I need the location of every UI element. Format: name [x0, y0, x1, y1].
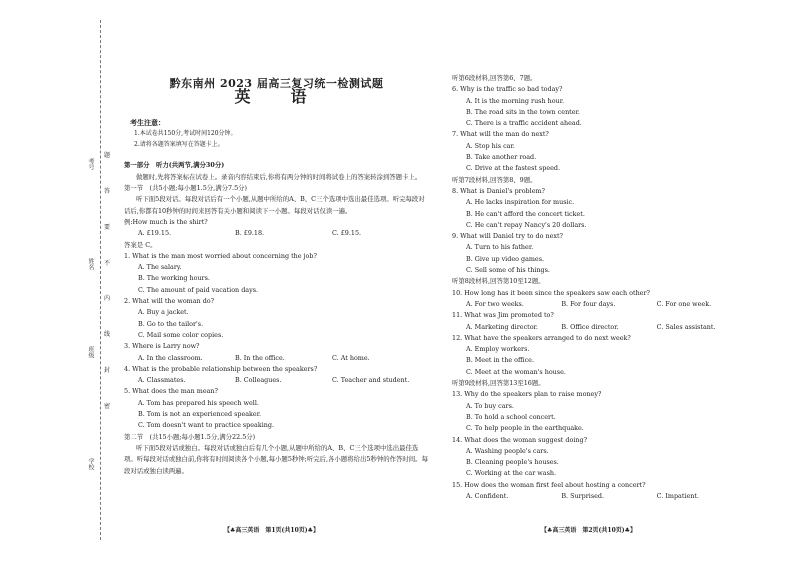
section1-heading: 第一节 (共5小题;每小题1.5分,满分7.5分) — [124, 184, 248, 193]
option: B. Give up video games. — [466, 254, 545, 263]
option: C. Sell some of his things. — [466, 266, 550, 275]
notice-item: 2.请将各题答案填写在答题卡上。 — [134, 141, 224, 149]
option: A. Confident. — [466, 491, 509, 500]
option: A. Tom has prepared his speech well. — [138, 398, 259, 407]
option: A. To buy cars. — [466, 401, 514, 410]
seal-char: 密 — [103, 402, 110, 410]
option: C. At home. — [332, 353, 370, 362]
option: B. Tom is not an experienced speaker. — [138, 410, 262, 419]
example-question: 例:How much is the shirt? — [124, 217, 208, 226]
notice-item: 1.本试卷共150分,考试时间120分钟。 — [134, 129, 237, 137]
seal-char: 题 — [103, 152, 110, 159]
option: A. In the classroom. — [138, 353, 203, 362]
question-3: 3. Where is Larry now? — [124, 342, 200, 351]
option: B. Take another road. — [466, 153, 537, 162]
option: A. Classmates. — [138, 376, 186, 385]
option: C. The amount of paid vacation days. — [138, 285, 259, 294]
part1-intro: 做题时,先将答案标在试卷上。录音内容结束后,你将有两分钟的时间将试卷上的答案转涂到答题卡上。 — [136, 172, 422, 181]
question-4-options — [124, 375, 429, 386]
section1-intro: 听下面5段对话。每段对话后有一个小题,从题中所给的A、B、C三个选项中选出最佳选项。听完每段对话后,你都有10秒钟的时间来回答有关小题和阅读下一小题。每段对话仅读一遍。 — [124, 195, 425, 215]
question-10-options — [452, 299, 752, 310]
option: A. Washing people's cars. — [466, 446, 549, 455]
option: C. He can't repay Nancy's 20 dollars. — [466, 220, 587, 229]
question-2: 2. What will the woman do? — [124, 297, 215, 306]
option: B. To hold a school concert. — [466, 412, 556, 421]
question-8: 8. What is Daniel's problem? — [452, 186, 545, 195]
option: A. The salary. — [138, 263, 182, 272]
example-answer: 答案是 C。 — [124, 240, 157, 249]
notice-heading: 考生注意： — [130, 117, 165, 127]
material-9-heading: 听第9段材料,回答第13至16题。 — [452, 379, 545, 388]
option: A. It is the morning rush hour. — [466, 96, 565, 105]
option: B. Meet in the office. — [466, 356, 534, 365]
seal-char: 内 — [103, 295, 110, 303]
question-3-options — [124, 353, 429, 364]
binding-strip — [0, 0, 112, 561]
subject-title: 英 语 — [234, 87, 319, 107]
option: B. In the office. — [235, 353, 285, 362]
option: C. Working at the car wash. — [466, 469, 557, 478]
option: C. For one week. — [656, 299, 712, 308]
seal-text — [103, 150, 111, 410]
kaohao-label: 考号 — [87, 158, 94, 170]
question-7: 7. What will the man do next? — [452, 130, 549, 139]
question-6: 6. Why is the traffic so bad today? — [452, 85, 563, 94]
option: C. Meet at the woman's house. — [466, 367, 566, 376]
option: C. Sales assistant. — [656, 322, 716, 331]
option: A. Turn to his father. — [466, 243, 534, 252]
option: C. Impatient. — [656, 491, 699, 500]
option: A. Employ workers. — [466, 345, 530, 354]
banji-label: 班级 — [87, 346, 94, 358]
option: C. Teacher and student. — [332, 376, 410, 385]
xuexiao-label: 学校 — [87, 458, 94, 470]
example-options — [124, 228, 429, 239]
question-15: 15. How does the woman first feel about hosting a concert? — [452, 480, 646, 489]
question-5: 5. What does the man mean? — [124, 387, 218, 396]
page-1-footer: 【♣高三英语 第1页(共10页)♣】 — [224, 527, 319, 534]
section2-intro: 听下面5段对话或独白。每段对话或独白后有几个小题,从题中所给的A、B、C三个选项中选出最佳选项。听每段对话或独白前,你将有时间阅读各个小题,每小题5秒钟;听完后,各小题将给出5秒钟的作答时间。每段对话或独白读两遍。 — [124, 443, 428, 475]
question-4: 4. What is the probable relationship between the speakers? — [124, 364, 318, 373]
part1-heading: 第一部分 听力(共两节,满分30分) — [124, 161, 225, 170]
option: A. For two weeks. — [466, 299, 524, 308]
option: B. Surprised. — [561, 491, 605, 500]
material-6-heading: 听第6段材料,回答第6、7题。 — [452, 74, 537, 82]
question-14: 14. What does the woman suggest doing? — [452, 435, 588, 444]
seal-char: 要 — [103, 223, 110, 231]
question-11-options — [452, 322, 752, 333]
option: B. Office director. — [561, 322, 619, 331]
seal-char: 不 — [103, 259, 110, 267]
option: C. Mail some color copies. — [138, 330, 224, 339]
seal-char: 答 — [103, 187, 110, 195]
question-15-options — [452, 491, 752, 502]
question-1: 1. What is the man most worried about concerning the job? — [124, 251, 317, 260]
question-11: 11. What was Jim promoted to? — [452, 311, 554, 320]
section2-heading: 第二节 (共15小题;每小题1.5分,满分22.5分) — [124, 432, 256, 441]
binding-line — [100, 20, 101, 540]
exam-title: 黔东南州 2023 届高三复习统一检测试题 — [169, 77, 384, 90]
option: B. Cleaning people's houses. — [466, 458, 559, 467]
option: A. Stop his car. — [466, 141, 515, 150]
page-2-footer: 【♣高三英语 第2页(共10页)♣】 — [541, 527, 636, 534]
material-7-heading: 听第7段材料,回答第8、9题。 — [452, 175, 537, 184]
option: C. £9.15. — [332, 229, 362, 238]
option: B. The road sits in the town center. — [466, 107, 580, 116]
question-13: 13. Why do the speakers plan to raise money? — [452, 390, 602, 399]
question-9: 9. What will Daniel try to do next? — [452, 232, 563, 241]
page-1 — [124, 70, 429, 477]
option: A. Buy a jacket. — [138, 308, 189, 317]
question-12: 12. What have the speakers arranged to do next week? — [452, 333, 631, 342]
option: C. To help people in the earthquake. — [466, 424, 584, 433]
option: B. £9.18. — [235, 229, 265, 238]
option: A. Marketing director. — [466, 322, 538, 331]
option: B. Colleagues. — [235, 376, 282, 385]
option: C. Drive at the fastest speed. — [466, 164, 561, 173]
xingming-label: 姓名 — [87, 258, 94, 270]
page-2 — [452, 73, 752, 502]
option: A. £19.15. — [138, 229, 172, 238]
seal-char: 封 — [103, 367, 110, 375]
option: A. He lacks inspiration for music. — [466, 198, 575, 207]
question-10: 10. How long has it been since the speakers saw each other? — [452, 288, 650, 297]
material-8-heading: 听第8段材料,回答第10至12题。 — [452, 277, 545, 286]
option: B. Go to the tailor's. — [138, 319, 204, 328]
option: C. There is a traffic accident ahead. — [466, 119, 582, 128]
option: B. For four days. — [561, 299, 616, 308]
option: B. He can't afford the concert ticket. — [466, 209, 585, 218]
seal-char: 线 — [103, 331, 110, 339]
option: C. Tom doesn't want to practice speaking. — [138, 421, 274, 430]
option: B. The working hours. — [138, 274, 210, 283]
